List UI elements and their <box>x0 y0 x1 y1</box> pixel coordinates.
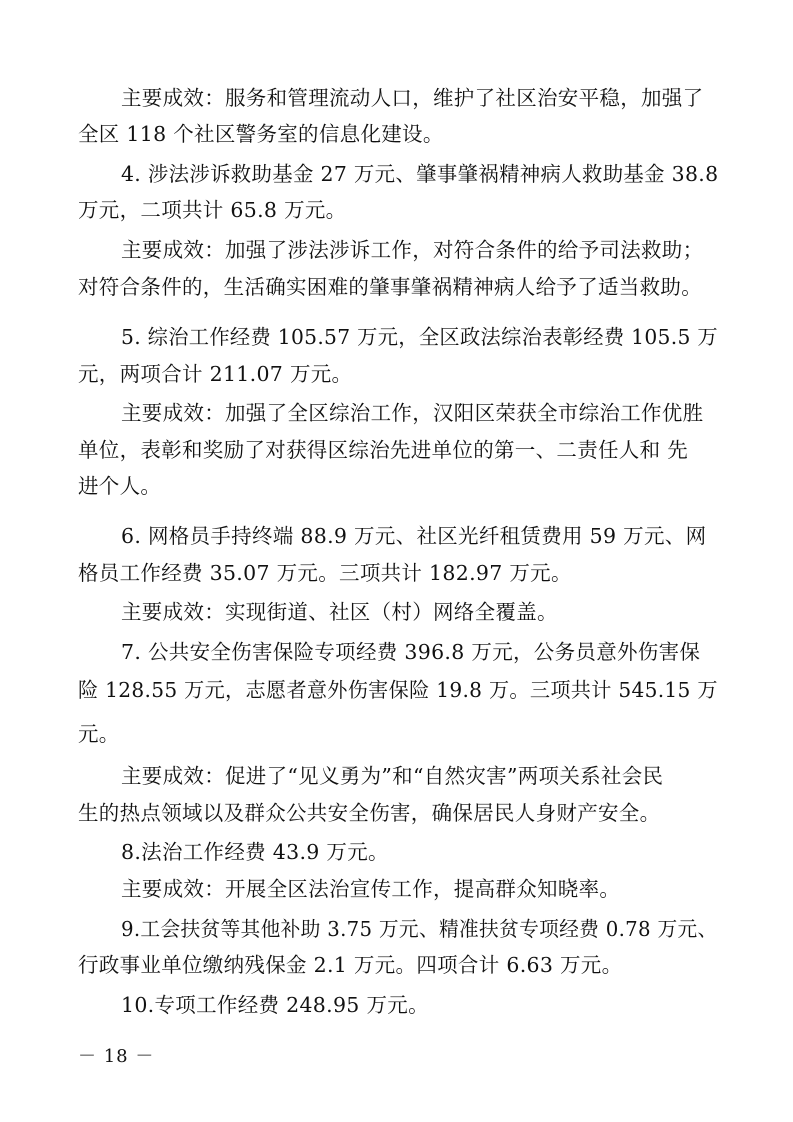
text-line: 7. 公共安全伤害保险专项经费 396.8 万元，公务员意外伤害保 <box>121 640 701 664</box>
text-line: 8.法治工作经费 43.9 万元。 <box>121 840 389 864</box>
text-line: 主要成效：促进了“见义勇为”和“自然灾害”两项关系社会民 <box>121 764 664 788</box>
text-line: 9.工会扶贫等其他补助 3.75 万元、精准扶贫专项经费 0.78 万元、 <box>121 917 718 941</box>
text-line: 万元，二项共计 65.8 万元。 <box>78 198 347 222</box>
text-line: 行政事业单位缴纳残保金 2.1 万元。四项合计 6.63 万元。 <box>78 953 623 977</box>
text-line: 主要成效：加强了涉法涉诉工作，对符合条件的给予司法救助； <box>121 238 704 262</box>
page-number: － 18 － <box>78 1046 155 1067</box>
text-line: 主要成效：开展全区法治宣传工作，提高群众知晓率。 <box>121 877 621 901</box>
text-line: 元。 <box>78 722 120 746</box>
text-line: 进个人。 <box>78 474 162 498</box>
text-line: 单位，表彰和奖励了对获得区综治先进单位的第一、二责任人和 先 <box>78 438 689 462</box>
text-line: 格员工作经费 35.07 万元。三项共计 182.97 万元。 <box>78 561 572 585</box>
text-line: 6. 网格员手持终端 88.9 万元、社区光纤租赁费用 59 万元、网 <box>121 524 707 548</box>
text-line: 生的热点领域以及群众公共安全伤害，确保居民人身财产安全。 <box>78 801 661 825</box>
text-line: 元，两项合计 211.07 万元。 <box>78 362 353 386</box>
text-line: 全区 118 个社区警务室的信息化建设。 <box>78 122 444 146</box>
text-line: 险 128.55 万元，志愿者意外伤害保险 19.8 万。三项共计 545.15 万 <box>78 678 718 702</box>
text-line: 4. 涉法涉诉救助基金 27 万元、肇事肇祸精神病人救助基金 38.8 <box>121 162 719 186</box>
text-line: 主要成效：加强了全区综治工作，汉阳区荣获全市综治工作优胜 <box>121 401 704 425</box>
text-line: 主要成效：实现街道、社区（村）网络全覆盖。 <box>121 600 558 624</box>
text-line: 主要成效：服务和管理流动人口，维护了社区治安平稳，加强了 <box>121 86 704 110</box>
text-line: 10.专项工作经费 248.95 万元。 <box>121 993 429 1017</box>
text-line: 5. 综治工作经费 105.57 万元，全区政法综治表彰经费 105.5 万 <box>121 325 718 349</box>
text-line: 对符合条件的，生活确实困难的肇事肇祸精神病人给予了适当救助。 <box>78 275 702 299</box>
